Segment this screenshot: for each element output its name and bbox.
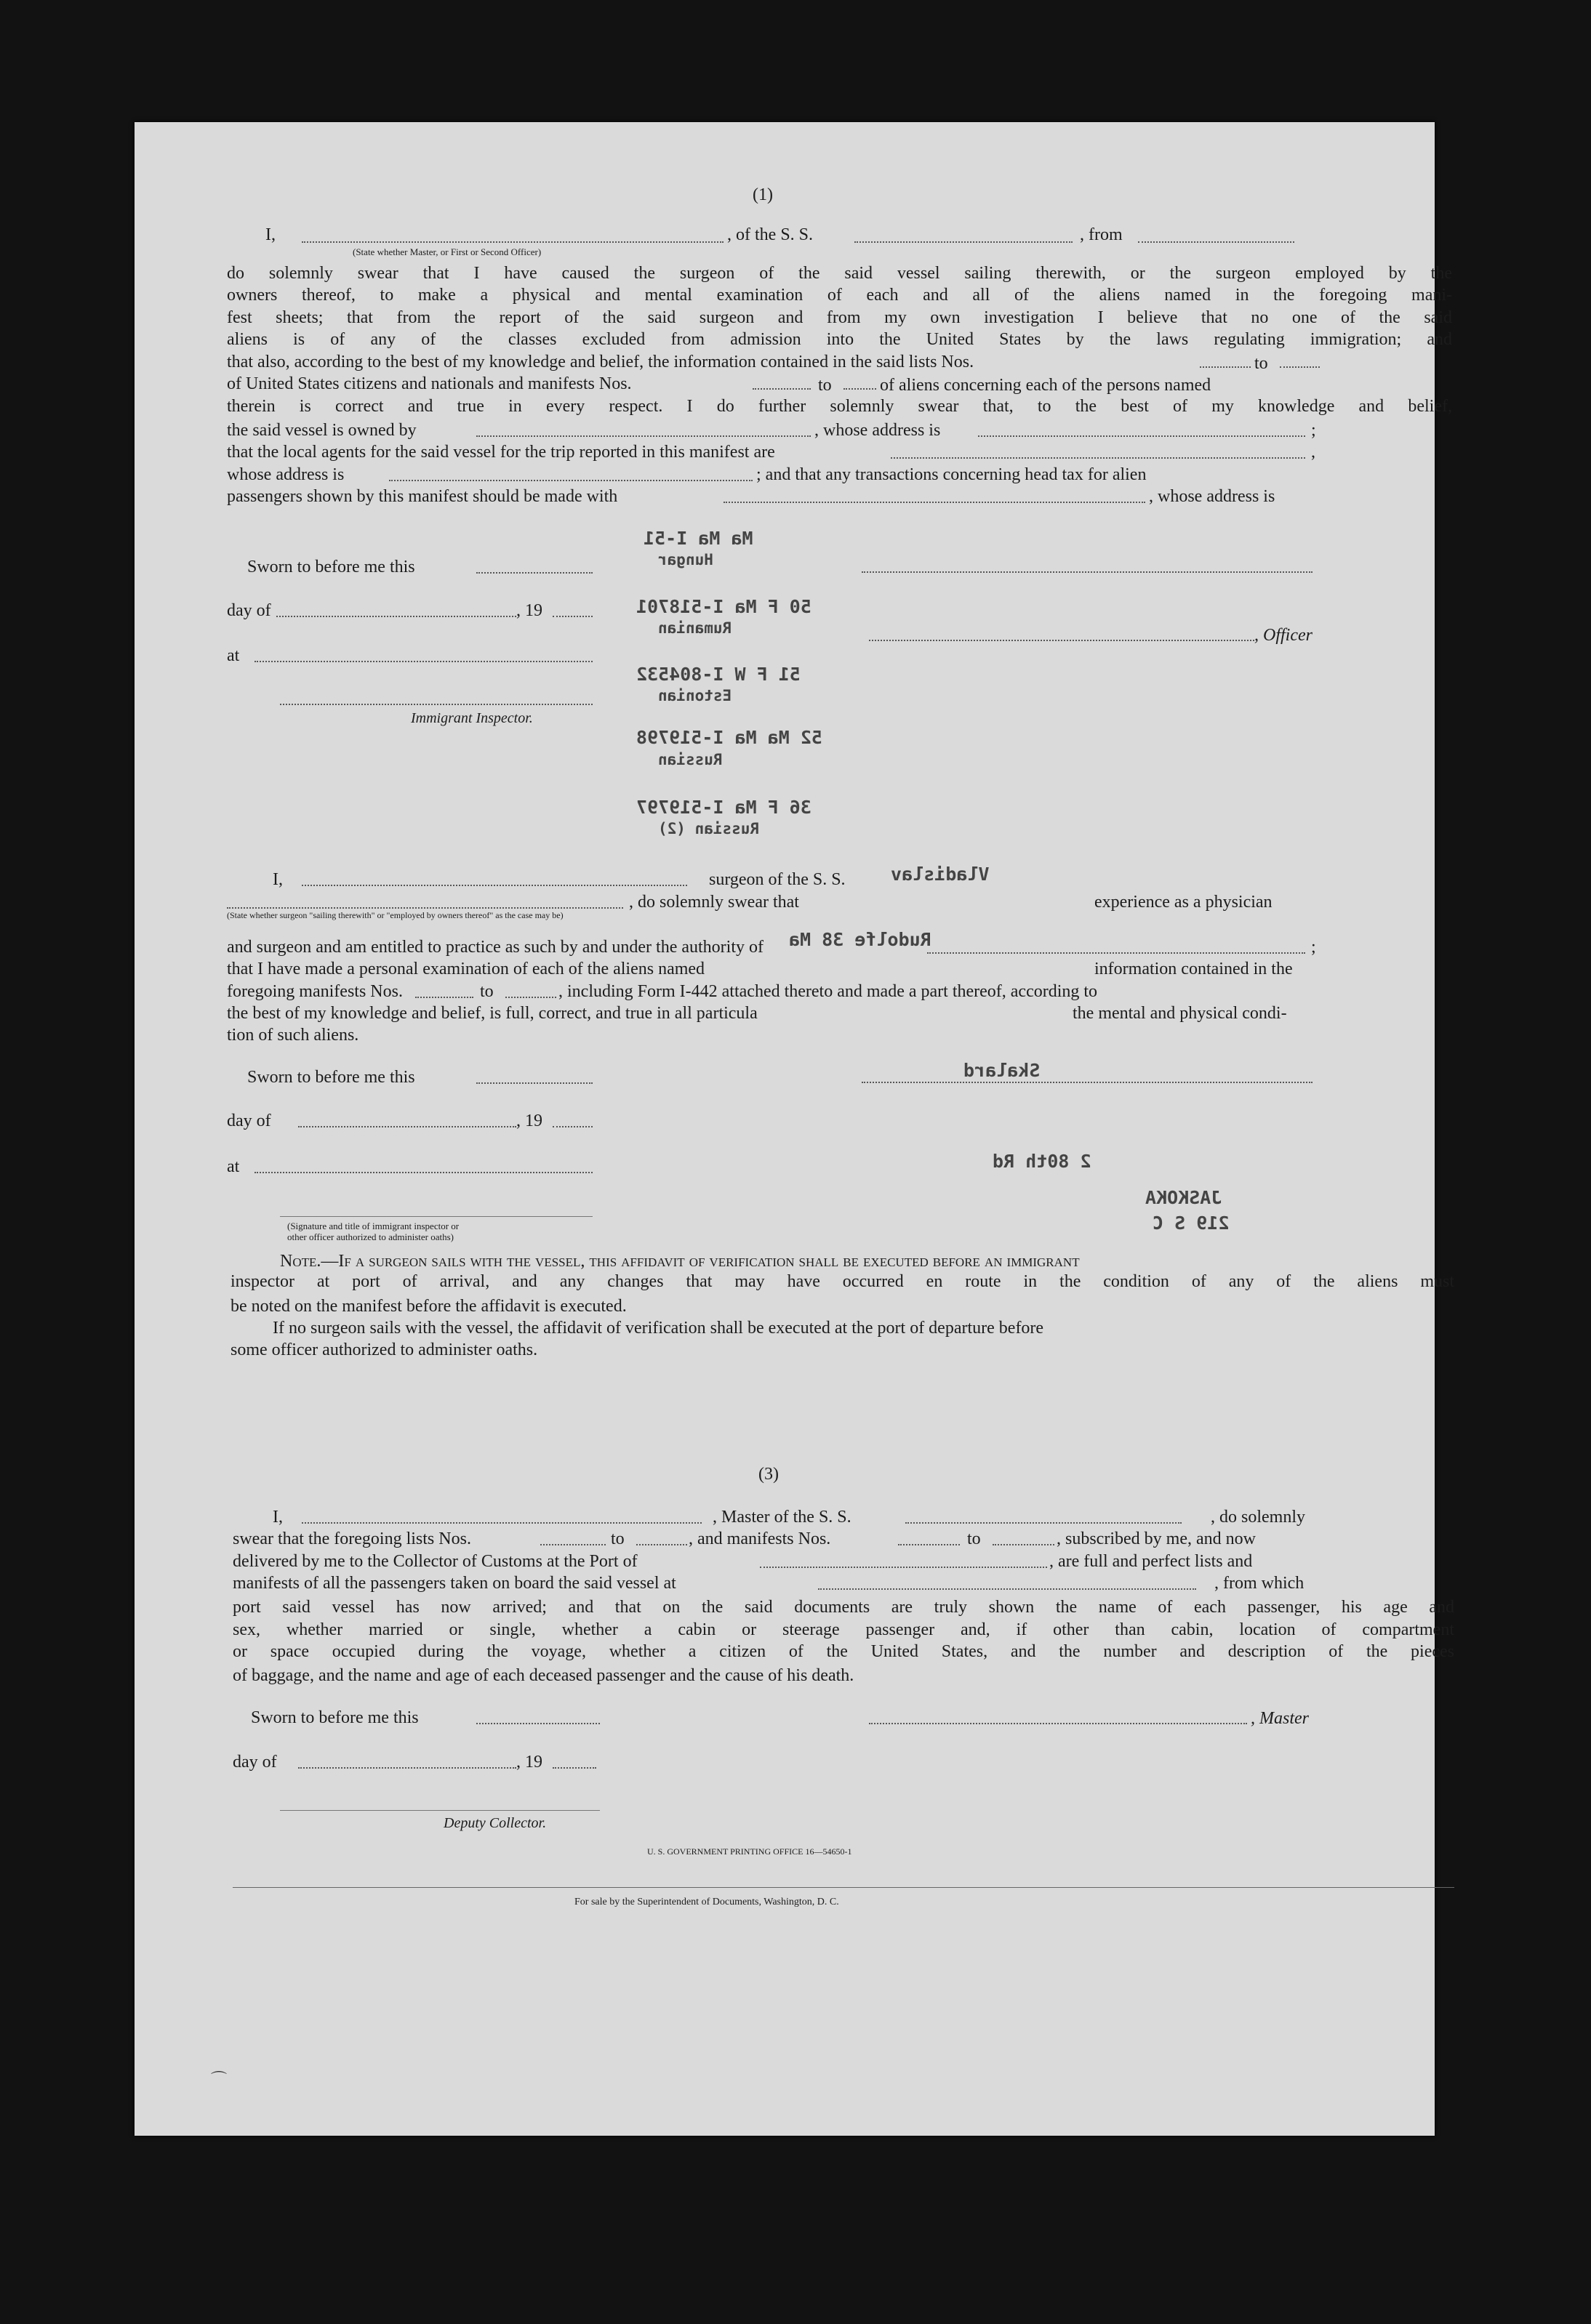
master-line: sex, whether married or single, whether a cabin or steerage passenger and, if other than cabin, location of compartment xyxy=(233,1620,1454,1639)
oath-line: that also, according to the best of my knowledge and belief, the information contained in the said lists Nos. xyxy=(227,353,974,371)
surgeon-line: foregoing manifests Nos. xyxy=(227,982,403,1001)
officer-label: , Officer xyxy=(1254,626,1313,645)
surgeon-line: the best of my knowledge and belief, is full, correct, and true in all particula xyxy=(227,1004,758,1023)
agents-address-field[interactable] xyxy=(389,480,753,481)
from-which-text: , from which xyxy=(1214,1574,1305,1593)
port-field[interactable] xyxy=(760,1567,1047,1568)
master-line: swear that the foregoing lists Nos. xyxy=(233,1529,471,1548)
and-manifests-text: , and manifests Nos. xyxy=(689,1529,831,1548)
bleed-line: Russian xyxy=(658,751,723,768)
officer-signature-line-2 xyxy=(280,1216,593,1217)
whose-address-label-2: , whose address is xyxy=(1149,487,1275,506)
bleed-line: 219 S C xyxy=(1153,1213,1230,1234)
oath-line: do solemnly swear that I have caused the surgeon of the said vessel sailing therewith, or the surgeon employed by the xyxy=(227,264,1452,283)
officer-name-field[interactable] xyxy=(302,241,724,243)
sworn-label-3: Sworn to before me this xyxy=(251,1708,419,1727)
surgeon-name-field[interactable] xyxy=(302,885,687,886)
master-of-label: , Master of the S. S. xyxy=(713,1508,851,1527)
surgeon-line: that I have made a personal examination of each of the aliens named xyxy=(227,960,705,978)
collector-label: Deputy Collector. xyxy=(444,1815,547,1831)
mental-text: the mental and physical condi- xyxy=(1073,1004,1287,1023)
day-of-field-1[interactable] xyxy=(276,616,516,617)
oath-line: of United States citizens and nationals and manifests Nos. xyxy=(227,374,632,393)
inspector-signature-field[interactable] xyxy=(280,704,593,705)
bleed-line: Russian (2) xyxy=(658,820,760,837)
surgeon-of-label: surgeon of the S. S. xyxy=(709,870,846,889)
do-solemnly-text: , do solemnly xyxy=(1211,1508,1305,1527)
note-line: some officer authorized to administer oaths. xyxy=(231,1340,538,1359)
bleed-line: Rumanian xyxy=(658,619,732,637)
owner-field[interactable] xyxy=(476,435,811,437)
at-field-2[interactable] xyxy=(255,1172,593,1173)
note-line: inspector at port of arrival, and any changes that may have occurred en route in the condition of any of the aliens must xyxy=(231,1272,1454,1291)
whose-address-label: , whose address is xyxy=(814,421,941,440)
master-line: port said vessel has now arrived; and that on the said documents are truly shown the name of each passenger, his age and xyxy=(233,1598,1454,1617)
section-number-3: (3) xyxy=(758,1465,779,1484)
to-label: to xyxy=(611,1529,625,1548)
gpo-imprint: U. S. GOVERNMENT PRINTING OFFICE 16—54650-1 xyxy=(647,1846,852,1857)
master-line: manifests of all the passengers taken on board the said vessel at xyxy=(233,1574,676,1593)
sworn-date-field-3[interactable] xyxy=(476,1723,600,1724)
year-field-3[interactable] xyxy=(553,1767,596,1769)
bleed-line: 50 F Ma I-518701 xyxy=(636,596,811,617)
bleed-line: Ma Ma I-51 xyxy=(644,528,753,549)
year-label-1: , 19 xyxy=(516,601,542,620)
owner-address-field[interactable] xyxy=(978,435,1305,437)
authority-field[interactable] xyxy=(927,952,1305,954)
from-port-field[interactable] xyxy=(1138,241,1294,243)
signature-note-1: (Signature and title of immigrant inspector or xyxy=(287,1221,460,1231)
master-manifests-from-field[interactable] xyxy=(898,1544,960,1545)
comma: , xyxy=(1311,443,1315,462)
signature-line-1 xyxy=(862,571,1313,573)
year-field-1[interactable] xyxy=(553,616,593,617)
sworn-label-2: Sworn to before me this xyxy=(247,1068,415,1087)
oath-line: therein is correct and true in every respect. I do further solemnly swear that, to the best of my knowledge and belief, xyxy=(227,397,1452,416)
sworn-date-field-2[interactable] xyxy=(476,1082,593,1084)
signature-note-2: other officer authorized to administer oaths) xyxy=(287,1231,454,1242)
master-line: delivered by me to the Collector of Customs at the Port of xyxy=(233,1552,638,1571)
manifest-page xyxy=(135,122,1454,2136)
local-agents-label: that the local agents for the said vessel for the trip reported in this manifest are xyxy=(227,443,775,462)
master-manifests-to-field[interactable] xyxy=(993,1544,1054,1545)
bleed-line: Skalard xyxy=(963,1060,1041,1081)
bleed-line: JASKOKA xyxy=(1145,1187,1222,1208)
master-affiant-prefix: I, xyxy=(273,1508,283,1527)
officer-note: (State whether Master, or First or Second Officer) xyxy=(353,246,542,257)
to-label: to xyxy=(818,376,832,395)
semicolon: ; xyxy=(1311,938,1316,957)
section-number-1: (1) xyxy=(753,185,773,204)
master-lists-to-field[interactable] xyxy=(636,1544,687,1545)
day-of-label-1: day of xyxy=(227,601,271,620)
master-signature-field[interactable] xyxy=(869,1723,1247,1724)
note-label-text: Note. xyxy=(280,1252,321,1271)
surgeon-manifests-to-field[interactable] xyxy=(505,997,556,998)
surgeon-signature-field[interactable] xyxy=(862,1082,1313,1083)
footer-rule xyxy=(233,1887,1454,1888)
day-of-field-3[interactable] xyxy=(298,1767,516,1769)
from-label: , from xyxy=(1080,225,1123,244)
lists-to-field[interactable] xyxy=(1280,366,1320,368)
to-label: to xyxy=(1254,354,1268,373)
of-ss-label: , of the S. S. xyxy=(727,225,814,244)
bleed-line: 36 F Ma I-519797 xyxy=(636,797,811,818)
surgeon-line: tion of such aliens. xyxy=(227,1026,359,1045)
day-of-label-2: day of xyxy=(227,1111,271,1130)
officer-signature-field[interactable] xyxy=(869,640,1254,641)
bleed-line: Estonian xyxy=(658,687,732,704)
inspector-label: Immigrant Inspector. xyxy=(411,710,533,726)
manifests-from-field[interactable] xyxy=(753,388,811,390)
sworn-date-field-1[interactable] xyxy=(476,572,593,574)
owned-by-label: the said vessel is owned by xyxy=(227,421,417,440)
year-label-2: , 19 xyxy=(516,1111,542,1130)
at-field-1[interactable] xyxy=(255,661,593,662)
information-text: information contained in the xyxy=(1094,960,1293,978)
to-label: to xyxy=(480,982,494,1001)
surgeon-affiant-prefix: I, xyxy=(273,870,283,889)
subscribed-text: , subscribed by me, and now xyxy=(1057,1529,1256,1548)
head-tax-line: passengers shown by this manifest should be made with xyxy=(227,487,618,506)
master-line: of baggage, and the name and age of each deceased passenger and the cause of his death. xyxy=(233,1666,854,1685)
experience-text: experience as a physician xyxy=(1094,893,1273,912)
semicolon: ; xyxy=(1311,421,1316,440)
year-field-2[interactable] xyxy=(553,1126,593,1127)
surgeon-status-note: (State whether surgeon "sailing therewith" or "employed by owners thereof" as the case may be) xyxy=(227,910,564,920)
master-name-field[interactable] xyxy=(302,1522,702,1524)
at-label-1: at xyxy=(227,646,240,665)
note-line: —If a surgeon sails with the vessel, this affidavit of verification shall be executed before an immigrant xyxy=(321,1252,1080,1271)
at-label-2: at xyxy=(227,1157,240,1176)
note-label xyxy=(280,1253,1080,1270)
to-label: to xyxy=(967,1529,981,1548)
stray-pen-mark: ⌒ xyxy=(211,2070,228,2088)
note-line: If no surgeon sails with the vessel, the affidavit of verification shall be executed at the port of departure before xyxy=(273,1319,1044,1338)
solemnly-swear-text: , do solemnly swear that xyxy=(629,893,799,912)
bleed-line: Hungar xyxy=(658,551,713,568)
surgeon-status-field[interactable] xyxy=(227,907,623,909)
affiant-prefix: I, xyxy=(265,225,276,244)
master-line: or space occupied during the voyage, whether a citizen of the United States, and the number and description of the pieces xyxy=(233,1642,1454,1661)
master-vessel-field[interactable] xyxy=(905,1522,1182,1524)
note-line: be noted on the manifest before the affidavit is executed. xyxy=(231,1297,627,1316)
master-label: , Master xyxy=(1251,1709,1309,1728)
bleed-line: 52 Ma Ma I-519798 xyxy=(636,727,822,748)
manifests-to-field[interactable] xyxy=(843,388,876,390)
bleed-line: 2 80th Rd xyxy=(993,1151,1091,1172)
collector-signature-line xyxy=(280,1810,600,1811)
departure-port-field[interactable] xyxy=(818,1588,1196,1590)
aliens-concerning-text: of aliens concerning each of the persons named xyxy=(880,376,1211,395)
day-of-label-3: day of xyxy=(233,1753,277,1772)
oath-line: aliens is of any of the classes excluded from admission into the United States by the laws regulating immigration; and xyxy=(227,330,1452,349)
year-label-3: , 19 xyxy=(516,1753,542,1772)
sworn-label-1: Sworn to before me this xyxy=(247,558,415,576)
surgeon-line: and surgeon and am entitled to practice as such by and under the authority of xyxy=(227,938,764,957)
sale-notice: For sale by the Superintendent of Documents, Washington, D. C. xyxy=(574,1897,839,1907)
surgeon-manifests-from-field[interactable] xyxy=(415,997,473,998)
including-text: , including Form I-442 attached thereto and made a part thereof, according to xyxy=(558,982,1098,1001)
oath-line: owners thereof, to make a physical and mental examination of each and all of the aliens named in the foregoing mani- xyxy=(227,286,1452,305)
agents-field[interactable] xyxy=(891,457,1305,459)
master-lists-from-field[interactable] xyxy=(540,1544,606,1545)
oath-line: fest sheets; that from the report of the said surgeon and from my own investigation I believe that no one of the said xyxy=(227,308,1452,327)
head-tax-party-field[interactable] xyxy=(724,502,1145,503)
vessel-name-field[interactable] xyxy=(854,241,1073,243)
bleed-line: Vladislav xyxy=(891,864,990,885)
full-perfect-text: , are full and perfect lists and xyxy=(1049,1552,1253,1571)
bleed-line: 51 F W I-804532 xyxy=(636,664,801,685)
head-tax-text: ; and that any transactions concerning head tax for alien xyxy=(756,465,1147,484)
day-of-field-2[interactable] xyxy=(298,1126,516,1127)
bleed-line: Rudolfe 38 Ma xyxy=(789,929,931,950)
lists-from-field[interactable] xyxy=(1200,366,1251,368)
agents-address-label: whose address is xyxy=(227,465,345,484)
